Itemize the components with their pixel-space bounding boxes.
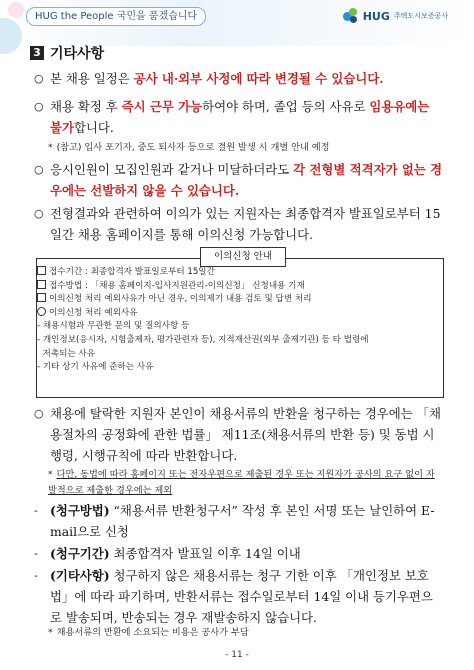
item-text: “채용서류 반환청구서” 작성 후 본인 서명 또는 날인하여 E-mail으로 신청: [50, 503, 435, 539]
bullet-circle-icon: ○: [34, 163, 44, 176]
logo-subtitle: 주택도시보증공사: [393, 12, 448, 20]
logo-mark-icon: [343, 8, 359, 24]
bullet-circle-icon: ○: [34, 72, 44, 85]
dash-marker: -: [34, 569, 38, 582]
paragraph-text: 본 채용 일정은: [50, 71, 134, 86]
bullet-circle-icon: ○: [34, 407, 44, 420]
box-line: [37, 280, 437, 294]
paragraph-text: 합니다.: [73, 120, 114, 135]
box-line: - 개인정보(응시자, 시험출제자, 평가관련자 등), 지적재산권(외부 출제기관) 등 타 법령에: [37, 334, 369, 345]
highlight-text: 각 전형별 적격자가 없는 경우에는 선발하지 않을 수 있습니다.: [50, 162, 443, 198]
paragraph-text: 응시인원이 모집인원과 같거나 미달하더라도: [50, 162, 294, 177]
dash-marker: -: [34, 547, 38, 560]
box-line: [37, 293, 437, 307]
section-heading: [30, 43, 104, 63]
item-label: (청구방법): [50, 503, 110, 518]
box-line: 저촉되는 사유: [37, 348, 96, 359]
highlight-text: 공사 내·외부 사정에 따라 변경될 수 있습니다.: [133, 71, 384, 86]
paragraph-text: 채용 확정 후: [50, 99, 122, 114]
box-line-text: 이의신청 처리 예외사유: [49, 307, 138, 318]
paragraph-start-work: [34, 96, 444, 138]
decorative-blob: [8, 2, 24, 18]
box-line-text: 이의신청 처리 예외사유가 아닌 경우, 이의제기 내용 검토 및 답변 처리: [49, 294, 312, 305]
bullet-circle-icon: ○: [34, 207, 44, 220]
paragraph-schedule-change: [34, 68, 444, 89]
note-text: 다만, 동법에 따라 홈페이지 또는 전자우편으로 제출된 경우 또는 지원자가 공사의 요구 없이 자발적으로 제출한 경우에는 제외: [48, 469, 435, 496]
paragraph-objection: [34, 203, 444, 245]
note-text: (참고) 입사 포기자, 중도 퇴사자 등으로 결원 발생 시 개별 안내 예정: [56, 142, 330, 153]
section-title: 기타사항: [50, 46, 105, 62]
header-slogan: HUG the People 국민을 품겠습니다: [26, 7, 206, 26]
logo-name: HUG: [362, 9, 390, 23]
checkbox-square-icon: [37, 293, 46, 302]
note-cost: [48, 625, 448, 641]
paragraph-text: 하여야 하며, 졸업 등의 사유로: [202, 99, 370, 114]
highlight-text: 임용유예는 불가: [50, 99, 430, 135]
objection-box-title: 이의신청 안내: [200, 247, 286, 267]
item-text: 최종합격자 발표일 이후 14일 이내: [109, 546, 301, 561]
checkbox-square-icon: [37, 307, 46, 316]
paragraph-text: 채용에 탈락한 지원자 본인이 채용서류의 반환을 청구하는 경우에는 「채용절차의 공정화에 관한 법률」 제11조(채용서류의 반환 등) 및 동법 시행령, 시행규칙에 따라 반환합니다.: [50, 406, 442, 463]
dash-marker: -: [34, 504, 38, 517]
page-number: - 11 -: [225, 650, 249, 660]
item-label: (기타사항): [50, 568, 110, 583]
box-line-text: 접수기간 : 최종합격자 발표일로부터 15일간: [49, 267, 215, 277]
note-exception: [48, 467, 440, 499]
item-request-method: [34, 500, 444, 542]
note-asterisk: *: [48, 469, 53, 480]
paragraph-selection: [34, 159, 444, 201]
paragraph-document-return: [34, 403, 444, 466]
company-logo: [343, 8, 448, 24]
bullet-circle-icon: ○: [34, 100, 44, 113]
note-asterisk: *: [48, 142, 53, 153]
item-request-period: [34, 543, 444, 564]
item-label: (청구기간): [50, 546, 110, 561]
note-vacancy: [48, 140, 448, 156]
checkbox-square-icon: [37, 280, 46, 289]
objection-box-content: [37, 262, 437, 375]
checkbox-square-icon: [37, 266, 46, 275]
note-text: 채용서류의 반환에 소요되는 비용은 공사가 부담: [56, 627, 249, 638]
item-other-notes: [34, 565, 444, 628]
box-line: - 채용시험과 무관한 문의 및 질의사항 등: [37, 321, 190, 332]
box-line: [37, 307, 437, 321]
box-line: - 기타 상기 사유에 준하는 사유: [37, 362, 154, 373]
box-line: [37, 266, 437, 280]
item-text: 청구하지 않은 채용서류는 청구 기한 이후 「개인정보 보호법」에 따라 파기하며, 반환서류는 접수일로부터 14일 이내 등기우편으로 발송되며, 반송되는 경우 재발송하지 않습니다.: [50, 568, 433, 625]
highlight-text: 즉시 근무 가능: [121, 99, 203, 114]
section-number: 3: [30, 46, 44, 60]
paragraph-text: 전형결과와 관련하여 이의가 있는 지원자는 최종합격자 발표일로부터 15일간 채용 홈페이지를 통해 이의신청 가능합니다.: [50, 206, 441, 242]
note-asterisk: *: [48, 627, 53, 638]
box-line-text: 접수방법 : 「채용 홈페이지-입사지원관리-이의신청」 신청내용 기재: [49, 280, 305, 291]
